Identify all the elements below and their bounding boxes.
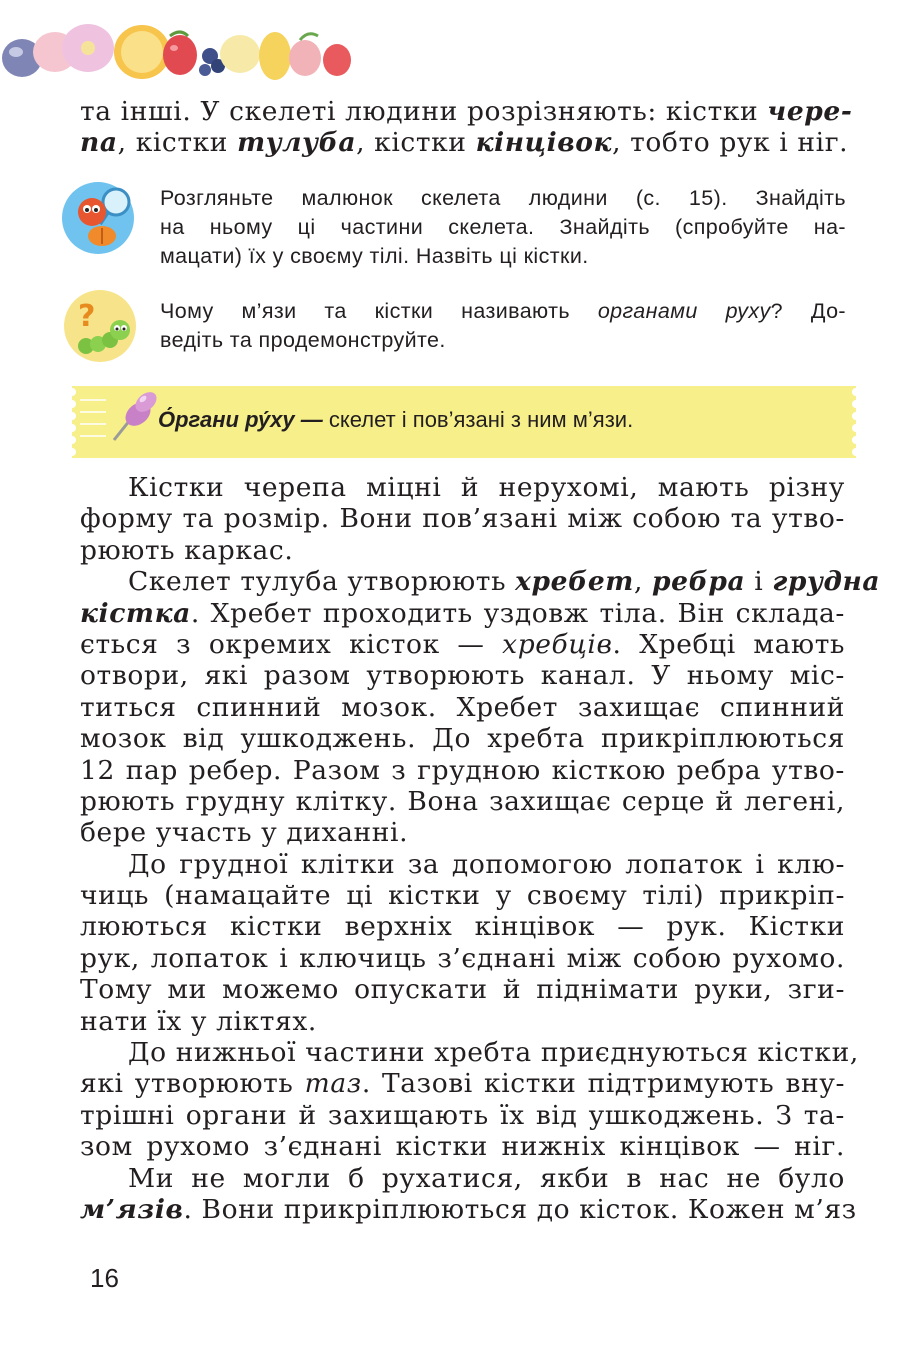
- text: . Вони прикріплюються до кісток. Кожен м’яз: [183, 1193, 857, 1225]
- paragraph-line: нати їх у ліктях.: [80, 1005, 317, 1037]
- intro-text: , кістки: [356, 127, 476, 159]
- paragraph-line: чиць (намацайте ці кістки у своєму тілі) прикріп-: [80, 880, 845, 912]
- paragraph-line: Тому ми можемо опускати й піднімати руки, зги-: [80, 974, 845, 1006]
- term-vertebrae: хребців: [502, 628, 613, 660]
- term-sternum: грудна: [772, 566, 881, 598]
- paragraph-line: До грудної клітки за допомогою лопаток і клю-: [128, 848, 845, 880]
- paragraph-line: бере участь у диханні.: [80, 817, 409, 849]
- definition-term: О́ргани ру́ху —: [158, 407, 323, 432]
- text: Скелет тулуба утворюють: [128, 566, 516, 598]
- paragraph-line: отвори, які разом утворюють канал. У ньому міс-: [80, 660, 845, 692]
- paragraph-line: рюють грудну клітку. Вона захищає серце й легені,: [80, 785, 845, 817]
- text: ,: [633, 566, 653, 598]
- paragraph-line: титься спинний мозок. Хребет захищає спинний: [80, 691, 845, 723]
- definition-text: [158, 407, 633, 433]
- pushpin-icon: [106, 384, 162, 446]
- text: ється з окремих кісток —: [80, 628, 503, 660]
- definition-body: скелет і пов’язані з ним м’язи.: [322, 407, 634, 432]
- term-pelvis: таз: [304, 1068, 362, 1100]
- intro-text: , тобто рук і ніг.: [612, 127, 849, 159]
- task-line: Розгляньте малюнок скелета людини (с. 15). Знайдіть: [160, 186, 846, 210]
- page-number: 16: [90, 1263, 119, 1293]
- paragraph-line: Ми не могли б рухатися, якби в нас не було: [128, 1162, 845, 1194]
- text: . Хребет проходить уздовж тіла. Він склада-: [190, 597, 845, 629]
- task-line: ведіть та продемонструйте.: [160, 328, 446, 352]
- paragraph-line: До нижньої частини хребта приєднуються кістки,: [128, 1037, 859, 1069]
- term-muscles: м’язів: [80, 1193, 184, 1225]
- term-skull: чере-: [767, 96, 853, 127]
- paragraph-line: мозок від ушкоджень. До хребта прикріплюються: [80, 723, 845, 755]
- task-examine-skeleton: [160, 184, 846, 271]
- task-organs-of-movement: [160, 297, 846, 355]
- text: . Тазові кістки підтримують вну-: [361, 1068, 845, 1100]
- term-trunk: тулуба: [237, 127, 357, 159]
- svg-text:?: ?: [78, 299, 96, 334]
- paragraph-line: трішні органи й захищають їх від ушкоджень. З та-: [80, 1099, 845, 1131]
- term-skull-end: па: [80, 127, 118, 159]
- paragraph-line: люються кістки верхніх кінцівок — рук. Кістки: [80, 911, 845, 943]
- body-text: [80, 472, 881, 1225]
- paragraph-line: 12 пар ребер. Разом з грудною кісткою ребра утво-: [80, 754, 845, 786]
- term-ribs: ребра: [652, 566, 746, 598]
- paragraph-line: рук, лопаток і ключиць з’єднані між собою рухомо.: [80, 942, 845, 974]
- task-text: Чому м’язи та кістки називають: [160, 299, 598, 323]
- text: які утворюють: [80, 1068, 305, 1100]
- task-term: органами руху: [597, 299, 771, 323]
- paragraph-line: форму та розмір. Вони пов’язані між собою та утво-: [80, 503, 845, 535]
- fruit-decoration-icon: [0, 0, 360, 86]
- intro-text: , кістки: [117, 127, 238, 159]
- term-spine: хребет: [515, 566, 634, 598]
- term-limbs: кінцівок: [475, 127, 613, 159]
- task-line: на ньому ці частини скелета. Знайдіть (спробуйте на-: [160, 215, 846, 239]
- intro-text: та інші. У скелеті людини розрізняють: кістки: [80, 96, 768, 127]
- task-text: ? До-: [770, 299, 846, 323]
- text: і: [745, 566, 773, 598]
- intro-paragraph: [80, 96, 853, 159]
- paragraph-line: рюють каркас.: [80, 534, 294, 566]
- caterpillar-question-icon: [64, 290, 136, 362]
- text: . Хребці мають: [612, 628, 845, 660]
- ant-with-magnifier-icon: [62, 182, 134, 254]
- paragraph-line: Кістки черепа міцні й нерухомі, мають різну: [128, 472, 845, 503]
- paragraph-line: зом рухомо з’єднані кістки нижніх кінцівок — ніг.: [80, 1131, 845, 1163]
- term-sternum-end: кістка: [80, 597, 191, 629]
- task-line: мацати) їх у своєму тілі. Назвіть ці кістки.: [160, 244, 589, 268]
